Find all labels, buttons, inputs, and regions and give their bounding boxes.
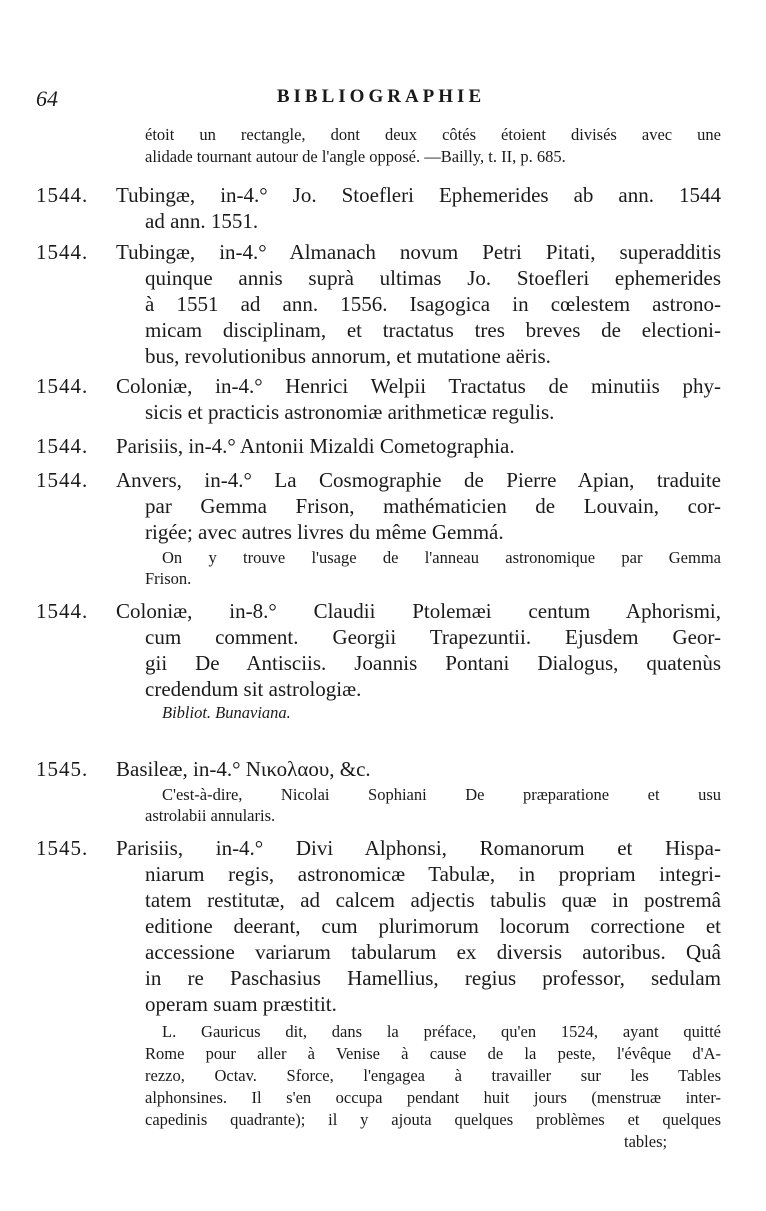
entry-note: Rome pour aller à Venise à cause de la peste, l'évêque d'A- <box>145 1044 721 1063</box>
entry-line: Parisiis, in-4.° Divi Alphonsi, Romanorum et Hispa- <box>116 836 721 860</box>
entry-line: ad ann. 1551. <box>145 209 259 233</box>
entry-year: 1544. <box>36 468 89 492</box>
entry-line: Coloniæ, in-4.° Henrici Welpii Tractatus de minutiis phy- <box>116 374 721 398</box>
entry-line: cum comment. Georgii Trapezuntii. Ejusdem Geor- <box>145 625 721 649</box>
running-title: BIBLIOGRAPHIE <box>276 86 486 107</box>
entry-year: 1545. <box>36 836 89 860</box>
continuation-line: alidade tournant autour de l'angle opposé. —Bailly, t. II, p. 685. <box>145 147 566 166</box>
entry-note: astrolabii annularis. <box>145 806 276 825</box>
entry-note: L. Gauricus dit, dans la préface, qu'en 1524, ayant quitté <box>162 1022 721 1041</box>
entry-year: 1544. <box>36 374 89 398</box>
entry-line: à 1551 ad ann. 1556. Isagogica in cœlestem astrono- <box>145 292 721 316</box>
entry-line: bus, revolutionibus annorum, et mutatione aëris. <box>145 344 551 368</box>
entry-line: Anvers, in-4.° La Cosmographie de Pierre Apian, traduite <box>116 468 721 492</box>
entry-note: Bibliot. Bunaviana. <box>162 703 291 722</box>
entry-year: 1545. <box>36 757 89 781</box>
entry-line: quinque annis suprà ultimas Jo. Stoefleri ephemerides <box>145 266 721 290</box>
entry-line: editione deerant, cum plurimorum locorum correctione et <box>145 914 721 938</box>
entry-note: C'est-à-dire, Nicolai Sophiani De præparatione et usu <box>162 785 721 804</box>
entry-line: gii De Antisciis. Joannis Pontani Dialogus, quatenùs <box>145 651 721 675</box>
entry-note: alphonsines. Il s'en occupa pendant huit jours (menstruæ inter- <box>145 1088 721 1107</box>
entry-year: 1544. <box>36 240 89 264</box>
entry-line: credendum sit astrologiæ. <box>145 677 362 701</box>
continuation-line: étoit un rectangle, dont deux côtés étoient divisés avec une <box>145 125 721 144</box>
entry-year: 1544. <box>36 183 89 207</box>
entry-note: On y trouve l'usage de l'anneau astronomique par Gemma <box>162 548 721 567</box>
entry-line: Basileæ, in-4.° Νικολαου, &c. <box>116 757 371 781</box>
entry-line: sicis et practicis astronomiæ arithmeticæ regulis. <box>145 400 555 424</box>
entry-line: rigée; avec autres livres du même Gemmá. <box>145 520 504 544</box>
entry-line: in re Paschasius Hamellius, regius professor, sedulam <box>145 966 721 990</box>
entry-line: micam disciplinam, et tractatus tres breves de electioni- <box>145 318 721 342</box>
entry-year: 1544. <box>36 599 89 623</box>
entry-line: Tubingæ, in-4.° Almanach novum Petri Pitati, superadditis <box>116 240 721 264</box>
entry-line: niarum regis, astronomicæ Tabulæ, in propriam integri- <box>145 862 721 886</box>
page-header <box>36 86 726 116</box>
catchword: tables; <box>624 1132 668 1151</box>
entry-year: 1544. <box>36 434 89 458</box>
entry-line: Tubingæ, in-4.° Jo. Stoefleri Ephemerides ab ann. 1544 <box>116 183 721 207</box>
page-number: 64 <box>36 86 58 111</box>
entry-line: tatem restitutæ, ad calcem adjectis tabulis quæ in postremâ <box>145 888 721 912</box>
entry-line: accessione variarum tabularum ex diversis autoribus. Quâ <box>145 940 721 964</box>
entry-line: operam suam præstitit. <box>145 992 337 1016</box>
entry-note: capedinis quadrante); il y ajouta quelques problèmes et quelques <box>145 1110 721 1129</box>
entry-line: Parisiis, in-4.° Antonii Mizaldi Cometographia. <box>116 434 515 458</box>
entry-note: rezzo, Octav. Sforce, l'engagea à travailler sur les Tables <box>145 1066 721 1085</box>
entry-line: Coloniæ, in-8.° Claudii Ptolemæi centum Aphorismi, <box>116 599 721 623</box>
entry-note: Frison. <box>145 569 192 588</box>
entry-line: par Gemma Frison, mathématicien de Louvain, cor- <box>145 494 721 518</box>
